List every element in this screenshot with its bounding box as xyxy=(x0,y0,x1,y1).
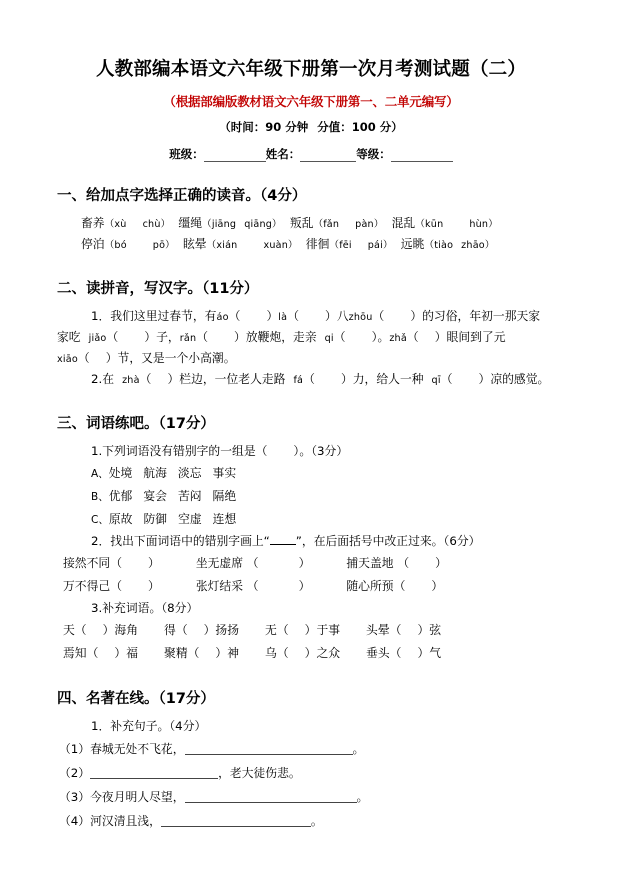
correction-item[interactable]: 张灯结采 （ ） xyxy=(195,578,311,593)
pron-option-a[interactable]: tiào xyxy=(434,240,454,252)
pron-item[interactable]: 混乱（kūn hùn） xyxy=(391,216,498,231)
section-4 xyxy=(57,687,565,834)
section-2 xyxy=(57,277,565,390)
section-1-row-1 xyxy=(57,213,565,234)
option-a-letter: A、 xyxy=(91,467,109,480)
poem-text: 今夜月明人尽望， xyxy=(90,790,185,805)
pron-option-b[interactable]: pàn xyxy=(355,219,374,231)
correction-item[interactable]: 接然不同（ ） xyxy=(63,555,160,570)
poem-number: （2） xyxy=(59,766,91,781)
option-a[interactable]: A、处境 航海 淡忘 事实 xyxy=(91,465,237,480)
section-1-heading: 一、给加点字选择正确的读音。（4分） xyxy=(57,188,307,205)
grade-input-line[interactable] xyxy=(391,150,453,162)
section-3-q2: 2．找出下面词语中的错别字画上“ ”，在后面括号中改正过来。（6分） xyxy=(91,533,481,548)
correction-item[interactable]: 捕天盖地 （ ） xyxy=(346,555,447,570)
section-3-q1: 1.下列词语没有错别字的一组是（ ）。（3分） xyxy=(91,443,349,458)
pron-option-b[interactable]: hùn xyxy=(469,219,489,231)
pron-item[interactable]: 缰绳（jiāng qiāng） xyxy=(178,216,282,231)
pron-option-a[interactable]: bó xyxy=(114,240,127,252)
poem-line-2 xyxy=(57,761,565,785)
pron-item[interactable]: 畜养（xù chù） xyxy=(81,216,171,231)
fill-item[interactable]: 无（ ）于事 xyxy=(265,622,341,637)
pinyin-fa: fá xyxy=(293,374,304,386)
pron-option-b[interactable]: chù xyxy=(142,219,161,231)
section-3 xyxy=(57,412,565,665)
option-b[interactable]: B、优郁 宴会 苦闷 隔绝 xyxy=(91,488,237,503)
pron-option-b[interactable]: pái xyxy=(367,240,383,252)
poem-answer-blank[interactable] xyxy=(185,742,353,755)
section-2-q1-line-1: 1．我们这里过春节，有áo（ ）là（ ）八zhōu（ ）的习俗，年初一那天家 xyxy=(91,309,541,324)
fill-item[interactable]: 天（ ）海角 xyxy=(63,622,139,637)
poem-punct: 。 xyxy=(310,814,323,829)
exam-score: 分值：100 分） xyxy=(317,120,403,135)
correction-item[interactable]: 随心所预（ ） xyxy=(346,578,444,593)
fill-item[interactable]: 头晕（ ）弦 xyxy=(366,622,442,637)
class-field[interactable] xyxy=(169,146,266,162)
section-4-heading: 四、名著在线。（17分） xyxy=(57,690,215,707)
option-b-letter: B、 xyxy=(91,490,109,503)
name-label: 姓名： xyxy=(265,147,301,162)
poem-punct: 。 xyxy=(356,790,369,805)
poem-punct: 。 xyxy=(352,741,365,756)
pron-option-b[interactable]: zhāo xyxy=(461,240,485,252)
pron-option-a[interactable]: jiāng xyxy=(211,219,237,231)
pinyin-xiao: xiāo xyxy=(57,353,78,365)
pinyin-zhou: zhōu xyxy=(348,312,373,324)
pinyin-qi2: qī xyxy=(431,374,441,386)
fill-item[interactable]: 得（ ）扬扬 xyxy=(164,622,240,637)
poem-text: 河汉清且浅， xyxy=(90,814,161,829)
section-3-heading: 三、词语练吧。（17分） xyxy=(57,415,215,432)
poem-line-3 xyxy=(57,785,565,809)
poem-answer-blank[interactable] xyxy=(161,814,311,827)
class-input-line[interactable] xyxy=(204,150,266,162)
section-1 xyxy=(57,184,565,255)
pron-item[interactable]: 叛乱（fǎn pàn） xyxy=(289,216,384,231)
section-4-q1: 1．补充句子。（4分） xyxy=(91,718,207,733)
correction-item[interactable]: 万不得己（ ） xyxy=(63,578,160,593)
grade-field[interactable] xyxy=(356,146,453,162)
pron-option-a[interactable]: kūn xyxy=(425,219,444,231)
poem-answer-blank[interactable] xyxy=(185,790,357,803)
underline-mark-icon xyxy=(270,535,296,545)
name-input-line[interactable] xyxy=(300,150,356,162)
correction-row-1 xyxy=(57,552,565,575)
pron-item[interactable]: 眩晕（xián xuàn） xyxy=(182,237,298,252)
pron-option-b[interactable]: qiāng xyxy=(244,219,273,231)
section-2-q2-line: 2.在 zhà（ ）栏边，一位老人走路 fá（ ）力，给人一种 qī（ ）凉的感觉。 xyxy=(91,371,550,386)
poem-answer-blank[interactable] xyxy=(90,766,218,779)
pinyin-la: là xyxy=(278,312,288,324)
poem-number: （4） xyxy=(59,814,91,829)
fill-row-1 xyxy=(57,619,565,642)
pron-option-a[interactable]: xù xyxy=(114,219,127,231)
option-c-letter: C、 xyxy=(91,513,109,526)
page-subtitle: （根据部编版教材语文六年级下册第一、二单元编写） xyxy=(163,94,459,110)
pinyin-ran: rǎn xyxy=(179,333,197,344)
pinyin-jiao: jiǎo xyxy=(88,333,107,344)
pinyin-qi: qi xyxy=(324,333,334,344)
option-c[interactable]: C、原故 防御 空虚 连想 xyxy=(91,511,237,526)
poem-text: ，老大徒伤悲。 xyxy=(218,766,301,781)
section-3-q3: 3.补充词语。（8分） xyxy=(91,600,199,615)
pron-item[interactable]: 远眺（tiào zhāo） xyxy=(400,237,495,252)
section-2-heading: 二、读拼音，写汉字。（11分） xyxy=(57,281,259,298)
fill-item[interactable]: 聚精（ ）神 xyxy=(164,645,240,660)
pinyin-ao: áo xyxy=(216,312,229,324)
pron-item[interactable]: 徘徊（fēi pái） xyxy=(305,237,393,252)
pron-option-b[interactable]: pō xyxy=(152,240,166,252)
pron-option-a[interactable]: fǎn xyxy=(323,219,340,231)
pron-option-a[interactable]: xián xyxy=(216,240,238,252)
class-label: 班级： xyxy=(169,147,204,162)
correction-row-2 xyxy=(57,575,565,598)
poem-number: （3） xyxy=(59,790,91,805)
poem-number: （1） xyxy=(59,741,91,756)
section-2-q1-line-2: 家吃 jiǎo（ ）子，rǎn（ ）放鞭炮，走亲 qi（ ）。zhǎ（ ）眼间到了元 xyxy=(57,330,506,344)
section-2-q1-line-3: xiāo（ ）节，又是一个小高潮。 xyxy=(57,350,236,365)
poem-text: 春城无处不飞花， xyxy=(90,741,185,756)
pron-option-a[interactable]: fēi xyxy=(339,240,352,252)
fill-item[interactable]: 乌（ ）之众 xyxy=(265,645,341,660)
exam-time: （时间：90 分钟 xyxy=(219,120,309,135)
student-info-row xyxy=(57,146,565,162)
exam-meta xyxy=(57,119,565,135)
poem-line-4 xyxy=(57,809,565,833)
pron-item[interactable]: 停泊（bó pō） xyxy=(81,237,175,252)
fill-row-2 xyxy=(57,642,565,665)
fill-item[interactable]: 垂头（ ）气 xyxy=(366,645,442,660)
page-title: 人教部编本语文六年级下册第一次月考测试题（二） xyxy=(95,59,527,80)
poem-line-1 xyxy=(57,737,565,761)
pinyin-zha: zhǎ xyxy=(389,333,407,344)
name-field[interactable] xyxy=(266,146,357,162)
fill-item[interactable]: 焉知（ ）福 xyxy=(63,645,139,660)
grade-label: 等级： xyxy=(356,147,391,162)
page-header xyxy=(57,58,565,162)
correction-item[interactable]: 坐无虚席 （ ） xyxy=(195,555,311,570)
pron-option-b[interactable]: xuàn xyxy=(263,240,288,252)
pinyin-zha2: zhà xyxy=(122,374,140,386)
section-1-row-2 xyxy=(57,234,565,255)
